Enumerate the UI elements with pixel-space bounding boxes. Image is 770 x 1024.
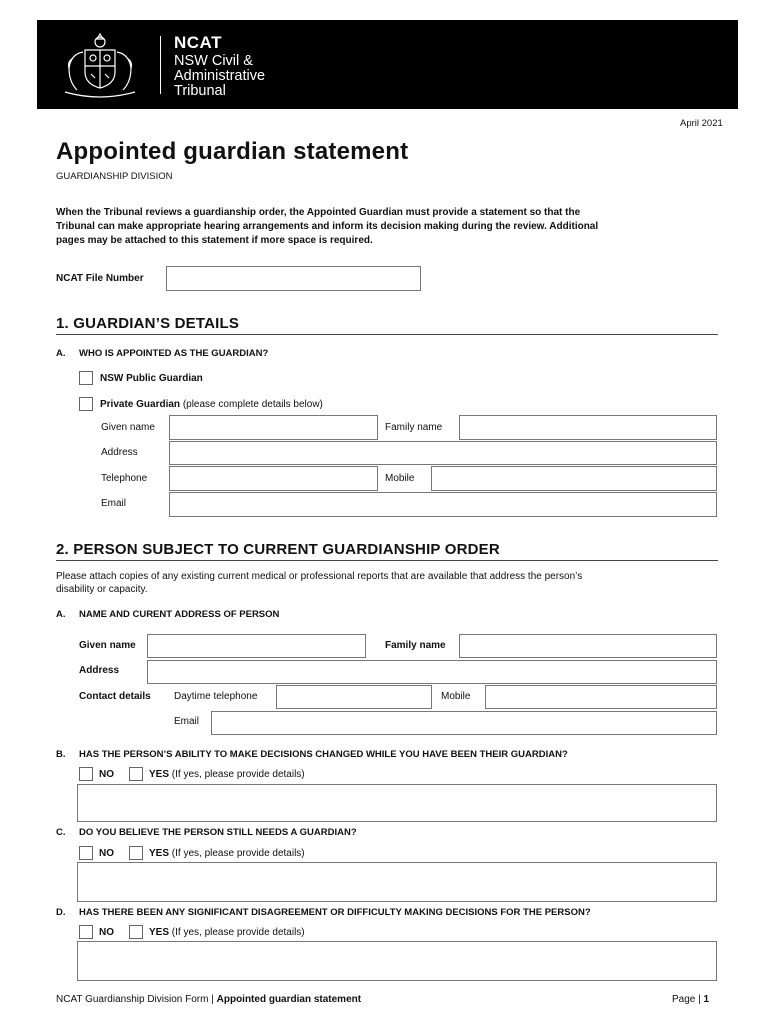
page-title: Appointed guardian statement — [56, 138, 409, 165]
private-guardian-label-wrap — [100, 398, 323, 412]
person-mobile-label: Mobile — [441, 691, 471, 702]
intro-text-line-1: When the Tribunal reviews a guardianship order, the Appointed Guardian must provide a statement so that the — [56, 207, 581, 218]
q-d-yes-label: YES — [149, 927, 170, 938]
section-2-q-a-letter: A. — [56, 609, 66, 620]
q-b-yes-wrap — [149, 768, 305, 782]
daytime-telephone-label: Daytime telephone — [174, 691, 258, 702]
guardian-given-name-label: Given name — [101, 422, 155, 433]
guardian-family-name-field[interactable] — [459, 415, 717, 440]
section-1-rule — [56, 334, 718, 335]
section-1-heading: 1. GUARDIAN’S DETAILS — [56, 315, 240, 332]
person-mobile-field[interactable] — [485, 685, 717, 709]
intro-text-line-2: Tribunal can make appropriate hearing arrangements and inform its decision making during the review. Additional — [56, 221, 599, 232]
footer-page-wrap — [672, 993, 709, 1007]
section-2-q-c-letter: C. — [56, 827, 66, 838]
guardian-address-field[interactable] — [169, 441, 717, 465]
q-c-yes-note: (If yes, please provide details) — [171, 848, 305, 859]
org-name-line-3: Tribunal — [174, 83, 226, 99]
section-2-heading: 2. PERSON SUBJECT TO CURRENT GUARDIANSHIP ORDER — [56, 541, 500, 558]
footer-page-number: 1 — [703, 994, 710, 1005]
org-short-name: NCAT — [174, 33, 222, 52]
public-guardian-label: NSW Public Guardian — [100, 373, 203, 384]
banner-divider — [160, 36, 161, 94]
person-family-name-field[interactable] — [459, 634, 717, 658]
q-c-yes-label: YES — [149, 848, 170, 859]
division-label: GUARDIANSHIP DIVISION — [56, 171, 173, 182]
q-b-yes-checkbox[interactable] — [129, 767, 143, 781]
footer-form-name-wrap — [56, 993, 361, 1007]
person-address-label: Address — [79, 665, 120, 676]
person-email-label: Email — [174, 716, 200, 727]
org-name-line-2: Administrative — [174, 68, 266, 84]
guardian-telephone-label: Telephone — [101, 473, 148, 484]
person-given-name-label: Given name — [79, 640, 136, 651]
guardian-given-name-field[interactable] — [169, 415, 378, 440]
private-guardian-label: Private Guardian — [100, 399, 181, 410]
q-c-no-checkbox[interactable] — [79, 846, 93, 860]
person-email-field[interactable] — [211, 711, 717, 735]
section-2-note-line-1: Please attach copies of any existing current medical or professional reports that are available that address the person’s — [56, 571, 583, 582]
private-guardian-note: (please complete details below) — [182, 399, 323, 410]
section-2-q-c: DO YOU BELIEVE THE PERSON STILL NEEDS A GUARDIAN? — [79, 827, 357, 838]
q-b-details-field[interactable] — [77, 784, 717, 822]
daytime-telephone-field[interactable] — [276, 685, 432, 709]
section-2-note-line-2: disability or capacity. — [56, 584, 148, 595]
section-1-q-a: WHO IS APPOINTED AS THE GUARDIAN? — [79, 348, 269, 359]
person-family-name-label: Family name — [385, 640, 446, 651]
q-b-yes-note: (If yes, please provide details) — [171, 769, 305, 780]
q-d-details-field[interactable] — [77, 941, 717, 981]
contact-details-label: Contact details — [79, 691, 151, 702]
q-c-yes-checkbox[interactable] — [129, 846, 143, 860]
private-guardian-checkbox[interactable] — [79, 397, 93, 411]
q-d-no-label: NO — [99, 927, 114, 938]
guardian-address-label: Address — [101, 447, 138, 458]
header-banner — [37, 20, 738, 109]
footer-page-label: Page | — [672, 994, 701, 1005]
section-2-q-b: HAS THE PERSON’S ABILITY TO MAKE DECISIONS CHANGED WHILE YOU HAVE BEEN THEIR GUARDIAN? — [79, 749, 568, 760]
guardian-email-field[interactable] — [169, 492, 717, 517]
footer-form-name: NCAT Guardianship Division Form | — [56, 994, 214, 1005]
guardian-email-label: Email — [101, 498, 127, 509]
person-given-name-field[interactable] — [147, 634, 366, 658]
q-b-yes-label: YES — [149, 769, 170, 780]
q-d-yes-wrap — [149, 926, 305, 940]
section-2-rule — [56, 560, 718, 561]
section-2-q-b-letter: B. — [56, 749, 66, 760]
q-b-no-label: NO — [99, 769, 114, 780]
footer-form-title: Appointed guardian statement — [216, 994, 362, 1005]
guardian-mobile-label: Mobile — [385, 473, 415, 484]
form-date: April 2021 — [680, 118, 723, 129]
intro-text-line-3: pages may be attached to this statement if more space is required. — [56, 235, 373, 246]
q-c-yes-wrap — [149, 847, 305, 861]
file-number-label: NCAT File Number — [56, 273, 144, 284]
org-name-line-1: NSW Civil & — [174, 53, 253, 69]
q-d-no-checkbox[interactable] — [79, 925, 93, 939]
section-2-q-a: NAME AND CURENT ADDRESS OF PERSON — [79, 609, 280, 620]
public-guardian-checkbox[interactable] — [79, 371, 93, 385]
section-1-q-a-letter: A. — [56, 348, 66, 359]
section-2-q-d-letter: D. — [56, 907, 66, 918]
q-b-no-checkbox[interactable] — [79, 767, 93, 781]
guardian-mobile-field[interactable] — [431, 466, 717, 491]
section-2-q-d: HAS THERE BEEN ANY SIGNIFICANT DISAGREEMENT OR DIFFICULTY MAKING DECISIONS FOR THE PERSON? — [79, 907, 591, 918]
person-address-field[interactable] — [147, 660, 717, 684]
file-number-field[interactable] — [166, 266, 421, 291]
guardian-telephone-field[interactable] — [169, 466, 378, 491]
guardian-family-name-label: Family name — [385, 422, 443, 433]
q-c-no-label: NO — [99, 848, 114, 859]
coat-of-arms-logo — [55, 30, 145, 100]
q-d-yes-checkbox[interactable] — [129, 925, 143, 939]
q-d-yes-note: (If yes, please provide details) — [171, 927, 305, 938]
q-c-details-field[interactable] — [77, 862, 717, 902]
